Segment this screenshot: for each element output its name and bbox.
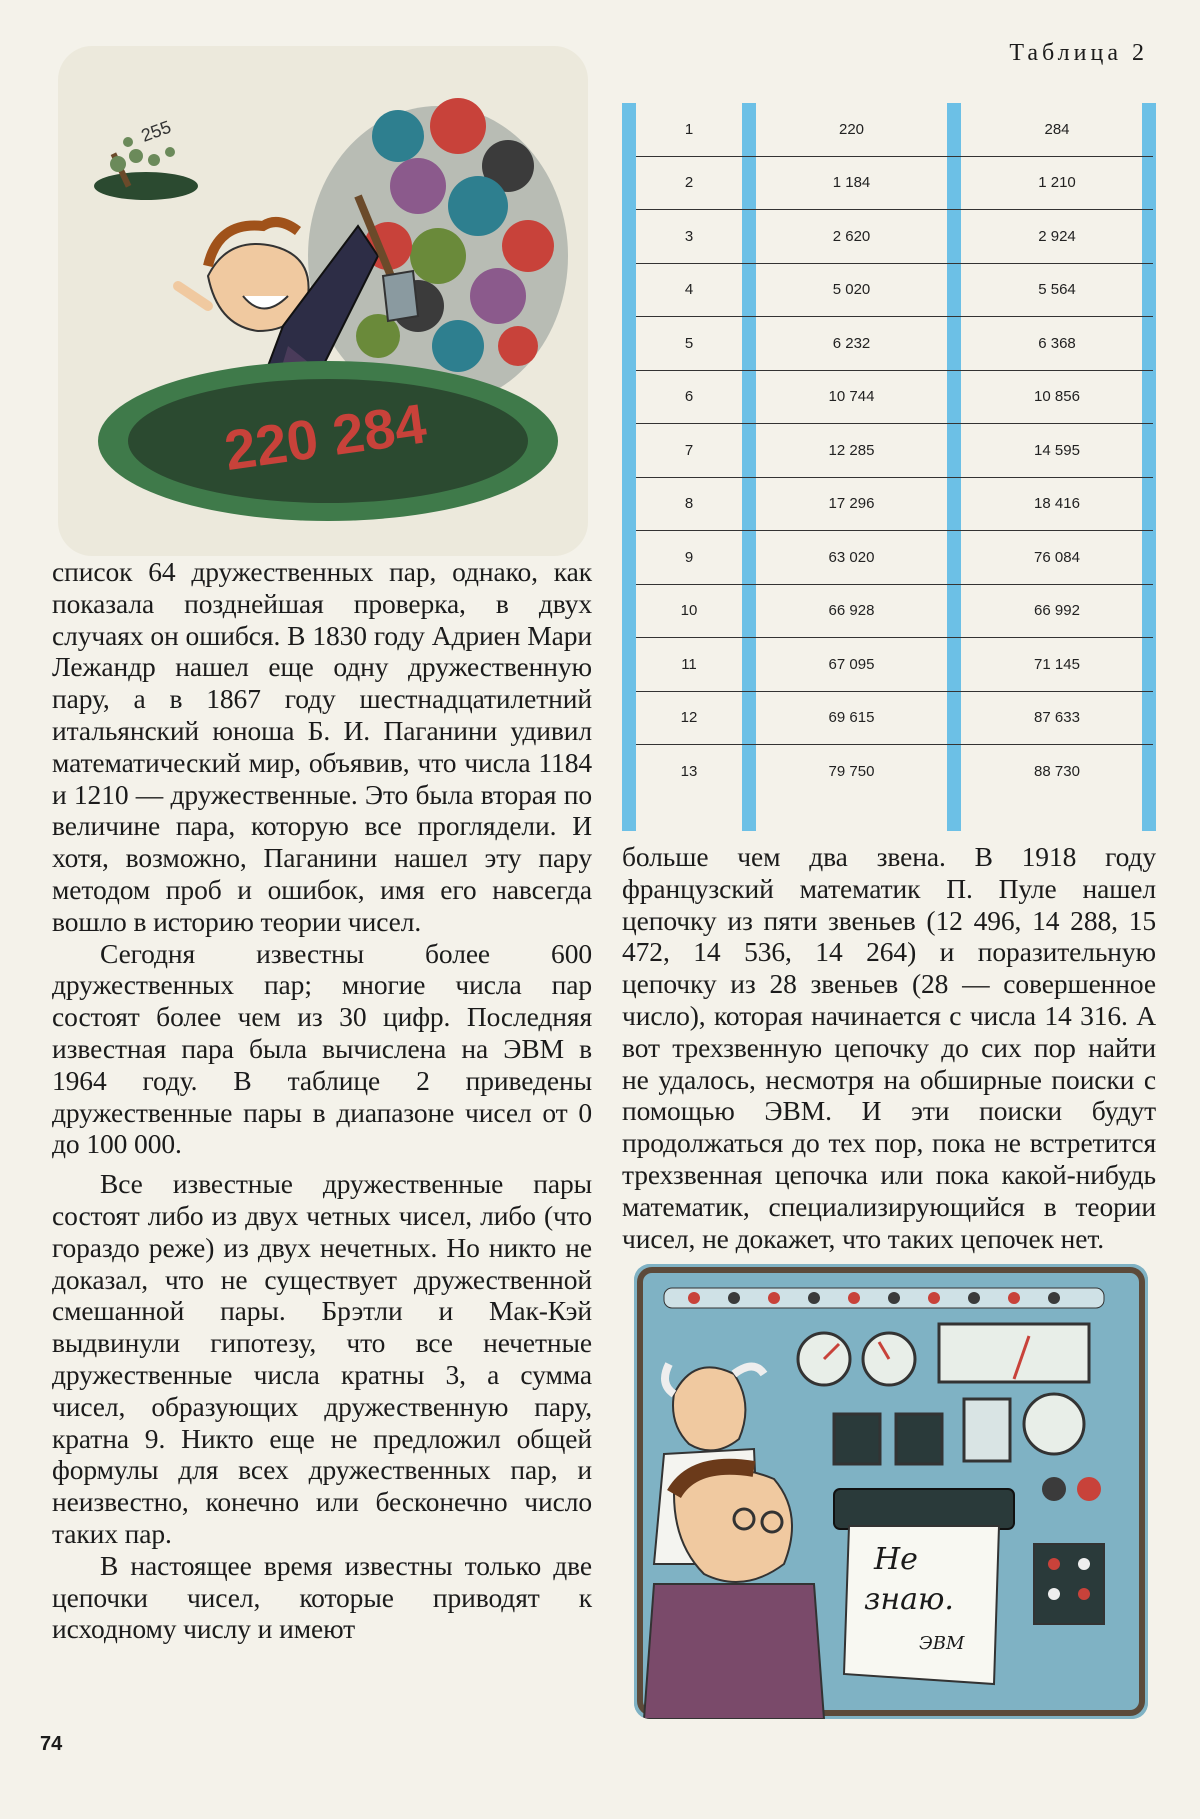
row-number-cell: 2 — [636, 156, 742, 210]
first-number-cell: 5 020 — [756, 263, 947, 317]
column-gap — [947, 370, 961, 424]
indicator-lights-icon — [664, 1288, 1104, 1308]
column-gap — [947, 477, 961, 531]
column-gap — [947, 745, 961, 798]
row-number-cell: 12 — [636, 691, 742, 745]
second-number-cell: 1 210 — [961, 156, 1153, 210]
column-gap — [742, 210, 756, 264]
column-gap — [947, 424, 961, 478]
table-row — [636, 638, 1153, 692]
dirt-pile-icon — [110, 137, 175, 172]
row-number-cell: 7 — [636, 424, 742, 478]
column-gap — [742, 156, 756, 210]
table-row — [636, 103, 1153, 156]
column-gap — [947, 210, 961, 264]
second-number-cell: 14 595 — [961, 424, 1153, 478]
column-gap — [947, 638, 961, 692]
printout-line-3: ЭВМ — [919, 1633, 965, 1655]
column-gap — [742, 477, 756, 531]
left-column — [52, 46, 592, 1645]
column-gap — [947, 317, 961, 371]
computer-panel-drawing — [634, 1264, 1148, 1719]
column-gap — [947, 584, 961, 638]
first-number-cell: 2 620 — [756, 210, 947, 264]
first-number-cell: 10 744 — [756, 370, 947, 424]
second-number-cell: 5 564 — [961, 263, 1153, 317]
first-number-cell: 63 020 — [756, 531, 947, 585]
table-row — [636, 584, 1153, 638]
column-gap — [947, 531, 961, 585]
amicable-pairs-table-wrap — [622, 73, 1156, 780]
first-number-cell: 79 750 — [828, 762, 875, 780]
row-number-cell: 10 — [636, 584, 742, 638]
second-number-cell: 284 — [961, 103, 1153, 156]
first-number-cell: 1 184 — [756, 156, 947, 210]
column-gap — [742, 317, 756, 371]
table-row — [636, 531, 1153, 585]
right-column — [622, 40, 1156, 1719]
row-number-cell: 4 — [636, 263, 742, 317]
amicable-pairs-table — [636, 103, 1153, 798]
column-gap — [947, 103, 961, 156]
column-gap — [742, 584, 756, 638]
column-gap — [742, 531, 756, 585]
table-row — [636, 745, 1153, 798]
table-row — [636, 263, 1153, 317]
second-number-cell: 2 924 — [961, 210, 1153, 264]
column-gap — [742, 745, 756, 798]
second-number-cell: 76 084 — [961, 531, 1153, 585]
second-number-cell: 6 368 — [961, 317, 1153, 371]
table-row — [636, 156, 1153, 210]
table-title: Таблица 2 — [1009, 40, 1148, 66]
illustration-digging-numbers — [58, 46, 588, 556]
row-number-cell: 5 — [636, 317, 742, 371]
column-gap — [947, 263, 961, 317]
first-number-cell: 66 928 — [756, 584, 947, 638]
row-number-cell: 8 — [636, 477, 742, 531]
first-number-cell: 67 095 — [756, 638, 947, 692]
column-gap — [742, 370, 756, 424]
table-row — [636, 210, 1153, 264]
second-number-cell: 88 730 — [1034, 762, 1080, 780]
second-number-cell: 18 416 — [961, 477, 1153, 531]
table-row — [636, 477, 1153, 531]
first-number-cell: 12 285 — [756, 424, 947, 478]
column-gap — [742, 638, 756, 692]
small-hole-icon — [94, 172, 198, 200]
printer-icon — [834, 1489, 1014, 1529]
second-number-cell: 87 633 — [961, 691, 1153, 745]
row-number-cell: 11 — [636, 638, 742, 692]
table-row — [636, 317, 1153, 371]
column-gap — [742, 103, 756, 156]
printout-line-1: Не — [874, 1542, 918, 1578]
table-column-bar — [622, 103, 636, 831]
paragraph-right-1: больше чем два звена. В 1918 году французский математик П. Пуле нашел цепочку из пяти звеньев (12 496, 14 288, 15 472, 14 536, 14 264) и поразительную цепочку из 28 звеньев (28 — совершенное число), которая начинается с числа 14 316. А вот трехзвенную цепочку до сих пор найти не удалось, несмотря на обширные поиски с помощью ЭВМ. И эти поиски будут продолжаться до тех пор, пока не встретится трехзвенная цепочка или пока какой-нибудь математик, специализирующийся в теории чисел, не докажет, что таких цепочек нет. — [622, 841, 1156, 1254]
table-row — [636, 691, 1153, 745]
row-number-cell: 9 — [636, 531, 742, 585]
sign-number-text: 255 — [138, 116, 174, 146]
first-number-cell: 69 615 — [756, 691, 947, 745]
column-gap — [742, 263, 756, 317]
paragraph-3: Все известные дружественные пары состоят либо из двух четных чисел, либо (что гораздо реже) из двух нечетных. Но никто не доказал, что не существует дружественной смешанной пары. Брэтли и Мак-Кэй выдвинули гипотезу, что все нечетные дружественные числа кратны 3, а сумма чисел, образующих дружественную пару, кратна 9. Никто еще не предложил общей формулы для всех дружественных пар, и неизвестно, конечно или бесконечно число таких пар. — [52, 1168, 592, 1549]
printout-line-2: знаю. — [864, 1582, 954, 1618]
column-gap — [947, 691, 961, 745]
column-gap — [742, 691, 756, 745]
paragraph-4: В настоящее время известны только две цепочки чисел, которые приводят к исходному числу и имеют — [52, 1549, 592, 1645]
table-row — [636, 424, 1153, 478]
second-number-cell: 71 145 — [961, 638, 1153, 692]
hole-numbers-text: 220 284 — [220, 391, 430, 482]
column-gap — [742, 424, 756, 478]
row-number-cell: 6 — [636, 370, 742, 424]
digging-numbers-drawing — [58, 46, 588, 556]
column-gap — [947, 156, 961, 210]
row-number-cell: 13 — [680, 762, 698, 780]
row-number-cell: 3 — [636, 210, 742, 264]
table-row — [636, 370, 1153, 424]
paragraph-1: список 64 дружественных пар, однако, как показала позднейшая проверка, в двух случаях он ошибся. В 1830 году Адриен Мари Лежандр нашел еще одну дружественную пару, а в 1867 году шестнадцатилетний итальянский юноша Б. И. Паганини удивил математический мир, объявив, что числа 1184 и 1210 — дружественные. Это была вторая по величине пара, которую все проглядели. И хотя, возможно, Паганини нашел эту пару методом проб и ошибок, имя его навсегда вошло в историю теории чисел. — [52, 556, 592, 937]
row-number-cell: 1 — [636, 103, 742, 156]
illustration-computer-panel — [634, 1264, 1148, 1719]
first-number-cell: 220 — [756, 103, 947, 156]
second-number-cell: 66 992 — [961, 584, 1153, 638]
first-number-cell: 17 296 — [756, 477, 947, 531]
first-number-cell: 6 232 — [756, 317, 947, 371]
paragraph-2: Сегодня известны более 600 дружественных пар; многие числа пар состоят более чем из 30 цифр. Последняя известная пара была вычислена на ЭВМ в 1964 году. В таблице 2 приведены дружественные пары в диапазоне чисел от 0 до 100 000. — [52, 937, 592, 1160]
second-number-cell: 10 856 — [961, 370, 1153, 424]
page-number: 74 — [40, 1733, 63, 1755]
